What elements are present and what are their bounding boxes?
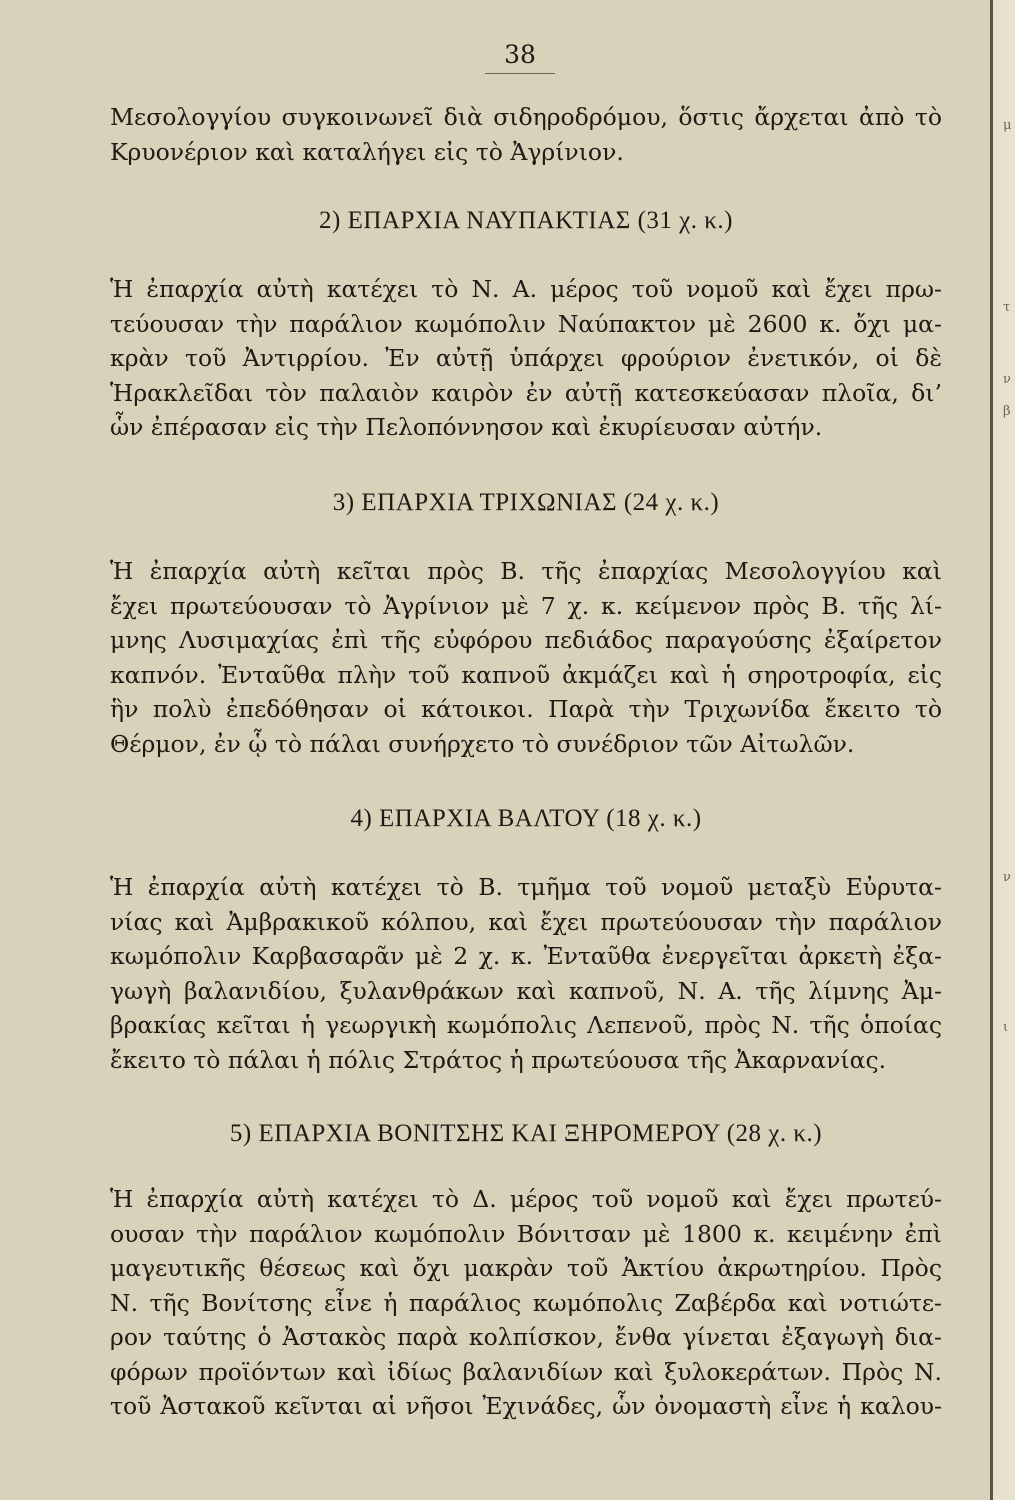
text-line: Θέρμον, ἐν ᾧ τὸ πάλαι συνήρχετο τὸ συνέδριον τῶν Αἰτωλῶν. <box>110 729 855 758</box>
text-line: Μεσολογγίου συγκοινωνεῖ διὰ σιδηροδρόμου, ὅστις ἄρχεται ἀπὸ τὸ <box>110 103 942 131</box>
text-line: καπνόν. Ἐνταῦθα πλὴν τοῦ καπνοῦ ἀκμάζει καὶ ἡ σηροτροφία, εἰς <box>110 660 942 689</box>
section-heading-nafpaktia: 2) ΕΠΑΡΧΙΑ ΝΑΥΠΑΚΤΙΑΣ (31 χ. κ.) <box>319 207 733 234</box>
text-line: ὧν ἐπέρασαν εἰς τὴν Πελοπόννησον καὶ ἐκυρίευσαν αὐτήν. <box>110 413 823 441</box>
text-line: τεύουσαν τὴν παράλιον κωμόπολιν Ναύπακτον μὲ 2600 κ. ὄχι μα- <box>110 309 942 338</box>
text-line: Ἡ ἐπαρχία αὐτὴ κατέχει τὸ Ν. Α. μέρος τοῦ νομοῦ καὶ ἔχει πρω- <box>110 275 942 303</box>
text-line: κωμόπολιν Καρβασαρᾶν μὲ 2 χ. κ. Ἐνταῦθα ἐνεργεῖται ἀρκετὴ ἐξα- <box>110 942 942 970</box>
section-heading-vonitsa-xiromero: 5) ΕΠΑΡΧΙΑ ΒΟΝΙΤΣΗΣ ΚΑΙ ΞΗΡΟΜΕΡΟΥ (28 χ. κ.) <box>229 1120 823 1147</box>
text-line: βρακίας κεῖται ἡ γεωργικὴ κωμόπολις Λεπενοῦ, πρὸς Ν. τῆς ὁποίας <box>110 1011 942 1039</box>
text-line: κρὰν τοῦ Ἀντιρρίου. Ἐν αὐτῇ ὑπάρχει φρούριον ἐνετικόν, οἱ δὲ <box>110 344 942 372</box>
text-line: Ν. τῆς Βονίτσης εἶνε ἡ παράλιος κωμόπολις Ζαβέρδα καὶ νοτιώτε- <box>110 1288 942 1317</box>
text-line: μνης Λυσιμαχίας ἐπὶ τῆς εὐφόρου πεδιάδος παραγούσης ἐξαίρετον <box>110 626 942 654</box>
text-line: ἔχει πρωτεύουσαν τὸ Ἀγρίνιον μὲ 7 χ. κ. κείμενον πρὸς Β. τῆς λί- <box>110 591 942 620</box>
paragraph-intro <box>110 100 942 169</box>
text-line: Ἡρακλεῖδαι τὸν παλαιὸν καιρὸν ἐν αὐτῇ κατεσκεύασαν πλοῖα, δι’ <box>110 378 942 407</box>
text-line: γωγὴ βαλανιδίου, ξυλανθράκων καὶ καπνοῦ, Ν. Α. τῆς λίμνης Ἀμ- <box>110 976 942 1005</box>
text-line: ἣν πολὺ ἐπεδόθησαν οἱ κάτοικοι. Παρὰ τὴν Τριχωνίδα ἔκειτο τὸ <box>110 695 942 723</box>
text-line: τοῦ Ἀστακοῦ κεῖνται αἱ νῆσοι Ἐχινάδες, ὧν ὀνομαστὴ εἶνε ἡ καλου- <box>110 1392 942 1420</box>
paragraph-trichonia <box>110 554 942 761</box>
text-line: νίας καὶ Ἀμβρακικοῦ κόλπου, καὶ ἔχει πρωτεύουσαν τὴν παράλιον <box>110 907 942 936</box>
text-line: Ἡ ἐπαρχία αὐτὴ κατέχει τὸ Δ. μέρος τοῦ νομοῦ καὶ ἔχει πρωτεύ- <box>110 1185 942 1213</box>
paragraph-vonitsa-xiromero <box>110 1182 942 1424</box>
section-heading-trichonia: 3) ΕΠΑΡΧΙΑ ΤΡΙΧΩΝΙΑΣ (24 χ. κ.) <box>332 489 720 516</box>
text-line: Κρυονέριον καὶ καταλήγει εἰς τὸ Ἀγρίνιον. <box>110 137 624 166</box>
text-line: μαγευτικῆς θέσεως καὶ ὄχι μακρὰν τοῦ Ἀκτίου ἀκρωτηρίου. Πρὸς <box>110 1254 942 1282</box>
page-number-rule <box>485 73 555 74</box>
paragraph-nafpaktia <box>110 272 942 445</box>
text-line: ἔκειτο τὸ πάλαι ἡ πόλις Στράτος ἡ πρωτεύουσα τῆς Ἀκαρνανίας. <box>110 1045 887 1074</box>
text-line: ουσαν τὴν παράλιον κωμόπολιν Βόνιτσαν μὲ 1800 κ. κειμένην ἐπὶ <box>110 1219 942 1248</box>
text-line: Ἡ ἐπαρχία αὐτὴ κεῖται πρὸς Β. τῆς ἐπαρχίας Μεσολογγίου καὶ <box>110 557 942 585</box>
text-line: φόρων προϊόντων καὶ ἰδίως βαλανιδίων καὶ ξυλοκεράτων. Πρὸς Ν. <box>110 1357 942 1386</box>
page-number: 38 <box>504 40 536 69</box>
text-line: Ἡ ἐπαρχία αὐτὴ κατέχει τὸ Β. τμῆμα τοῦ νομοῦ μεταξὺ Εὐρυτα- <box>110 873 942 901</box>
adjacent-page-edge: μ τ ν β ν ι <box>990 0 1015 1500</box>
section-heading-valtos: 4) ΕΠΑΡΧΙΑ ΒΑΛΤΟΥ (18 χ. κ.) <box>350 805 702 832</box>
text-line: ρον ταύτης ὁ Ἀστακὸς παρὰ κολπίσκον, ἔνθα γίνεται ἐξαγωγὴ δια- <box>110 1323 942 1351</box>
paragraph-valtos <box>110 870 942 1077</box>
